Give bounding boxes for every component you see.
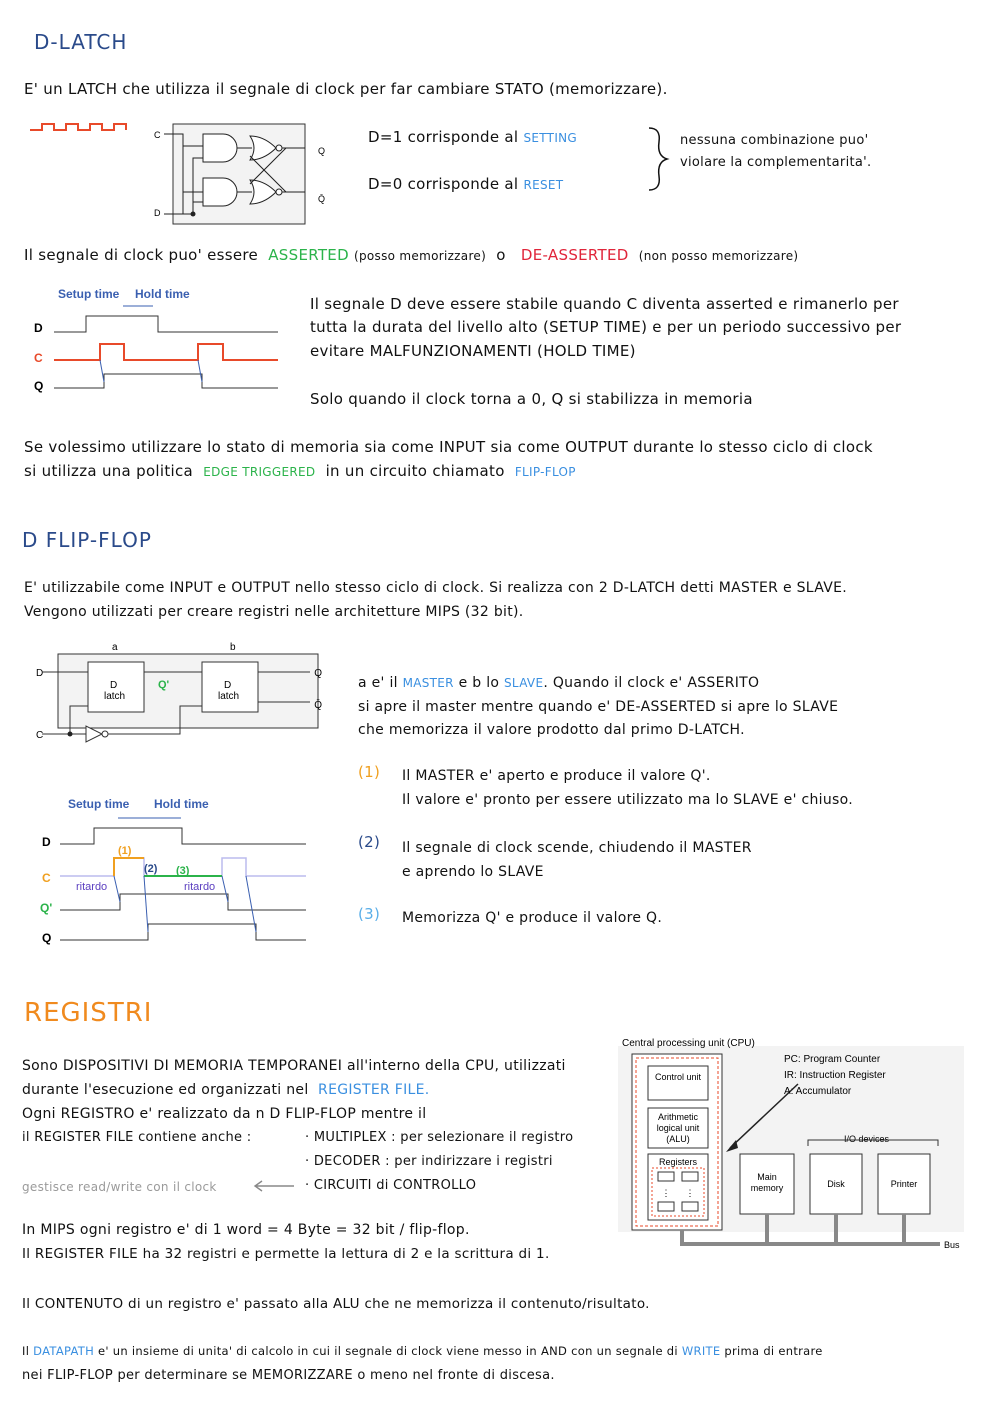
clock-note: gestisce read/write con il clock <box>22 1180 217 1194</box>
dlatch-circuit-figure <box>28 118 326 226</box>
dff-qbar-label: Q̄ <box>314 700 322 711</box>
dlatch-timing-figure <box>28 282 283 402</box>
dlatch-para-1: Il segnale D deve essere stabile quando C diventa asserted e rimanerlo per <box>310 295 899 313</box>
slave-latch-d: D <box>224 680 232 691</box>
dff-desc-3: che memorizza il valore prodotto dal primo D-LATCH. <box>358 722 745 738</box>
cpu-bus: Bus <box>944 1240 960 1250</box>
slave-b-label: b <box>230 642 236 653</box>
edge-line-2: si utilizza una politica EDGE TRIGGERED in un circuito chiamato FLIP-FLOP <box>24 462 576 480</box>
dff-timing-q: Q <box>42 931 52 945</box>
cpu-alu-2: logical unit <box>656 1123 700 1133</box>
reg-line-3: Ogni REGISTRO e' realizzato da n D FLIP-FLOP mentre il <box>22 1106 427 1122</box>
reg-line-9: nei FLIP-FLOP per determinare se MEMORIZZARE o meno nel fronte di discesa. <box>22 1368 555 1383</box>
svg-text:⋮: ⋮ <box>661 1188 671 1198</box>
dlatch-para-2: tutta la durata del livello alto (SETUP TIME) e per un periodo successivo per <box>310 318 902 336</box>
dff-hold-label: Hold time <box>154 797 209 811</box>
dff-q-label: Q <box>314 668 322 679</box>
clock-line: Il segnale di clock puo' essere ASSERTED (posso memorizzare) o DE-ASSERTED (non posso memorizzare) <box>24 246 799 264</box>
master-latch-d: D <box>110 680 118 691</box>
dff-c-label: C <box>36 730 44 741</box>
dff-timing-c: C <box>42 871 51 885</box>
cpu-control: Control unit <box>654 1072 702 1082</box>
master-latch-label: latch <box>104 691 126 702</box>
dff-mark-2: (2) <box>144 863 158 875</box>
dff-timing-qp: Q' <box>40 901 53 915</box>
cpu-main-1: Main <box>757 1172 777 1182</box>
cpu-main-2: memory <box>750 1183 784 1193</box>
latch-c-label: C <box>154 130 161 140</box>
section-title-registri: REGISTRI <box>24 998 153 1028</box>
step-3-number: (3) <box>358 905 381 923</box>
cpu-registers: Registers <box>658 1157 698 1167</box>
reg-line-5: In MIPS ogni registro e' di 1 word = 4 Byte = 32 bit / flip-flop. <box>22 1222 470 1238</box>
dff-d-label: D <box>36 668 44 679</box>
cpu-pc: PC: Program Counter <box>784 1054 881 1065</box>
reg-bullet-3: · CIRCUITI di CONTROLLO <box>305 1178 477 1193</box>
slave-latch-label: latch <box>218 691 240 702</box>
dlatch-para-3: evitare MALFUNZIONAMENTI (HOLD TIME) <box>310 342 636 360</box>
latch-q-label: Q <box>318 146 326 156</box>
ritardo-2: ritardo <box>184 881 216 893</box>
ritardo-1: ritardo <box>76 881 108 893</box>
dff-timing-d: D <box>42 835 51 849</box>
brace-note-2: violare la complementarita'. <box>680 155 872 170</box>
dlatch-intro: E' un LATCH che utilizza il segnale di clock per far cambiare STATO (memorizzare). <box>24 80 668 98</box>
dlatch-para-4: Solo quando il clock torna a 0, Q si stabilizza in memoria <box>310 390 753 408</box>
step-2-line-a: Il segnale di clock scende, chiudendo il MASTER <box>402 840 752 856</box>
cpu-ir: IR: Instruction Register <box>784 1070 886 1081</box>
cpu-diagram <box>618 1034 968 1254</box>
dff-desc-1: a e' il MASTER e b lo SLAVE. Quando il clock e' ASSERITO <box>358 675 760 691</box>
cpu-acc: A: Accumulator <box>784 1086 852 1097</box>
step-1-line-b: Il valore e' pronto per essere utilizzato ma lo SLAVE e' chiuso. <box>402 792 853 808</box>
d1-line: D=1 corrisponde al SETTING <box>368 128 578 146</box>
reg-line-4: il REGISTER FILE contiene anche : <box>22 1130 252 1145</box>
d0-line: D=0 corrisponde al RESET <box>368 175 564 193</box>
dff-mark-1: (1) <box>118 845 132 857</box>
dff-circuit-figure <box>30 640 325 750</box>
reg-line-2: durante l'esecuzione ed organizzati nel REGISTER FILE. <box>22 1082 430 1098</box>
section-title-dff: D FLIP-FLOP <box>22 528 152 552</box>
svg-text:⋮: ⋮ <box>685 1188 695 1198</box>
dff-setup-label: Setup time <box>68 797 130 811</box>
timing-d-label: D <box>34 321 43 335</box>
cpu-printer: Printer <box>890 1179 918 1189</box>
brace-note-1: nessuna combinazione puo' <box>680 133 869 148</box>
reg-bullet-2: · DECODER : per indirizzare i registri <box>305 1154 553 1169</box>
cpu-alu-1: Arithmetic <box>657 1112 699 1122</box>
step-3-line: Memorizza Q' e produce il valore Q. <box>402 910 663 926</box>
cpu-disk: Disk <box>827 1179 845 1189</box>
reg-line-8: Il DATAPATH e' un insieme di unita' di calcolo in cui il segnale di clock viene messo in AND con un segnale di WRITE prima di entrare <box>22 1344 823 1358</box>
arrow-left-icon <box>252 1178 296 1197</box>
qprime-label: Q' <box>158 679 170 691</box>
cpu-alu-3: (ALU) <box>666 1134 690 1144</box>
master-a-label: a <box>112 642 118 653</box>
step-2-line-b: e aprendo lo SLAVE <box>402 864 544 880</box>
step-2-number: (2) <box>358 833 381 851</box>
timing-hold-label: Hold time <box>135 287 190 301</box>
timing-q-label: Q <box>34 379 44 393</box>
cpu-title: Central processing unit (CPU) <box>622 1038 755 1049</box>
step-1-number: (1) <box>358 763 381 781</box>
dff-desc-2: si apre il master mentre quando e' DE-ASSERTED si apre lo SLAVE <box>358 699 839 715</box>
edge-line-1: Se volessimo utilizzare lo stato di memoria sia come INPUT sia come OUTPUT durante lo stesso ciclo di clock <box>24 438 873 456</box>
reg-line-1: Sono DISPOSITIVI DI MEMORIA TEMPORANEI all'interno della CPU, utilizzati <box>22 1058 566 1074</box>
timing-setup-label: Setup time <box>58 287 120 301</box>
brace-icon <box>645 126 669 196</box>
reg-line-7: Il CONTENUTO di un registro e' passato alla ALU che ne memorizza il contenuto/risultato. <box>22 1296 650 1312</box>
section-title-dlatch: D-LATCH <box>34 30 128 54</box>
reg-bullet-1: · MULTIPLEX : per selezionare il registro <box>305 1130 574 1145</box>
step-1-line-a: Il MASTER e' aperto e produce il valore Q'. <box>402 768 711 784</box>
latch-qbar-label: Q̄ <box>318 194 326 204</box>
dff-line-1: E' utilizzabile come INPUT e OUTPUT nello stesso ciclo di clock. Si realizza con 2 D-LATCH detti MASTER e SLAVE. <box>24 580 847 596</box>
timing-c-label: C <box>34 351 43 365</box>
cpu-io: I/O devices <box>844 1134 890 1144</box>
dff-mark-3: (3) <box>176 865 190 877</box>
dff-line-2: Vengono utilizzati per creare registri nelle architetture MIPS (32 bit). <box>24 604 524 620</box>
latch-d-label: D <box>154 208 161 218</box>
reg-line-6: Il REGISTER FILE ha 32 registri e permette la lettura di 2 e la scrittura di 1. <box>22 1246 550 1262</box>
dff-timing-figure <box>36 790 316 950</box>
